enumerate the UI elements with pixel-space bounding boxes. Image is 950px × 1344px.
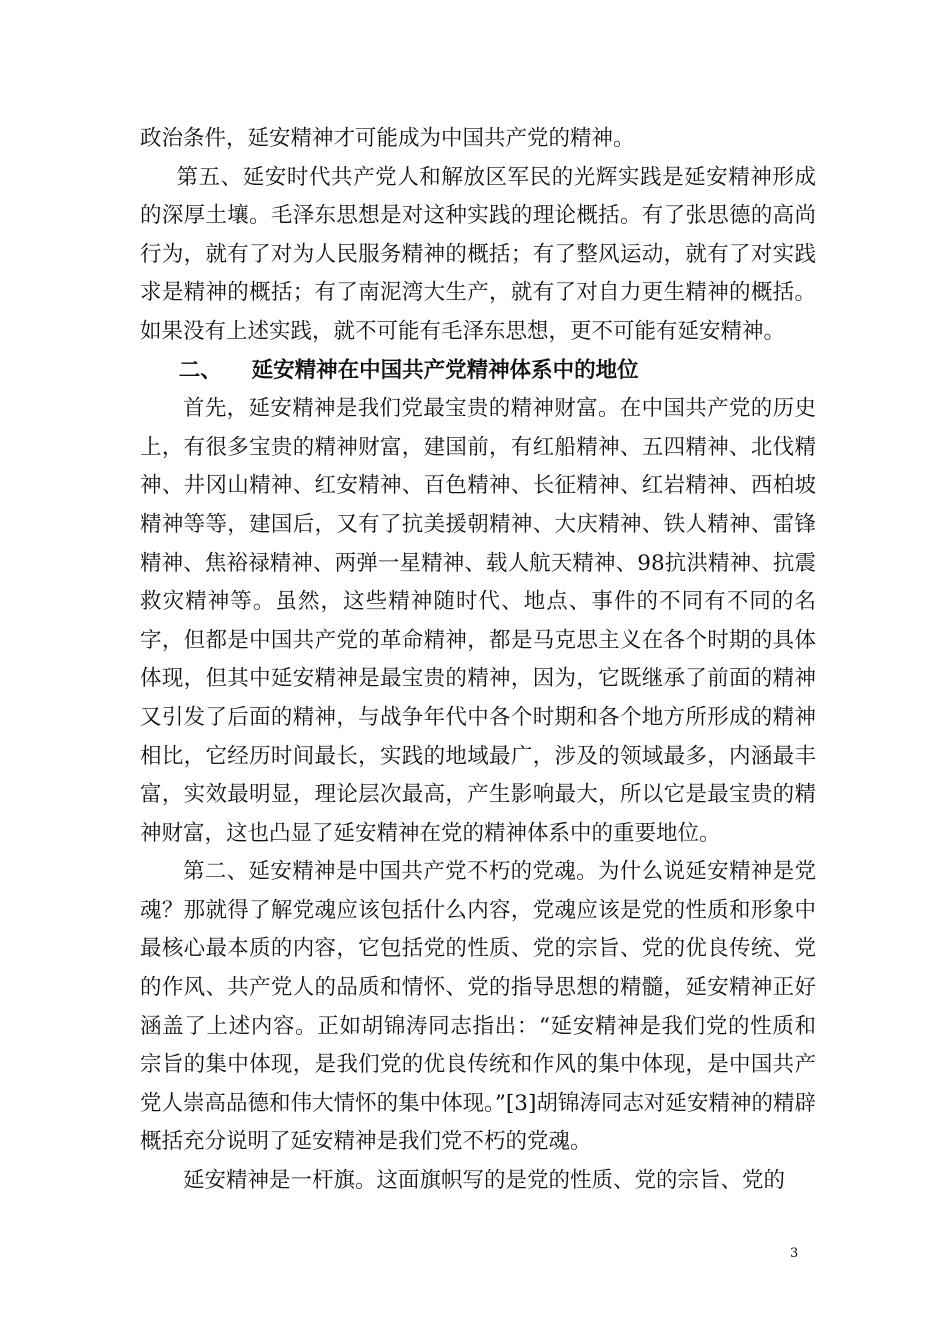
body-text — [140, 120, 816, 1201]
paragraph-first: 首先，延安精神是我们党最宝贵的精神财富。在中国共产党的历史上，有很多宝贵的精神财富，建国前，有红船精神、五四精神、北伐精神、井冈山精神、红安精神、百色精神、长征精神、红岩精神、西柏坡精神等等，建国后，又有了抗美援朝精神、大庆精神、铁人精神、雷锋精神、焦裕禄精神、两弹一星精神、载人航天精神、98抗洪精神、抗震救灾精神等。虽然，这些精神随时代、地点、事件的不同有不同的名字，但都是中国共产党的革命精神，都是马克思主义在各个时期的具体体现，但其中延安精神是最宝贵的精神，因为，它既继承了前面的精神又引发了后面的精神，与战争年代中各个时期和各个地方所形成的精神相比，它经历时间最长，实践的地域最广，涉及的领域最多，内涵最丰富，实效最明显，理论层次最高，产生影响最大，所以它是最宝贵的精神财富，这也凸显了延安精神在党的精神体系中的重要地位。 — [140, 396, 816, 846]
paragraph-continuation: 政治条件，延安精神才可能成为中国共产党的精神。 — [140, 126, 635, 151]
paragraph-flag: 延安精神是一杆旗。这面旗帜写的是党的性质、党的宗旨、党的 — [183, 1168, 786, 1194]
section-heading: 二、 延安精神在中国共产党精神体系中的地位 — [178, 357, 639, 383]
page-number: 3 — [790, 1246, 799, 1261]
paragraph-fifth-point: 第五、延安时代共产党人和解放区军民的光辉实践是延安精神形成的深厚土壤。毛泽东思想是对这种实践的理论概括。有了张思德的高尚行为，就有了对为人民服务精神的概括；有了整风运动，就有了对实践求是精神的概括；有了南泥湾大生产，就有了对自力更生精神的概括。如果没有上述实践，就不可能有毛泽东思想，更不可能有延安精神。 — [140, 164, 816, 344]
paragraph-second: 第二、延安精神是中国共产党不朽的党魂。为什么说延安精神是党魂？那就得了解党魂应该包括什么内容，党魂应该是党的性质和形象中最核心最本质的内容，它包括党的性质、党的宗旨、党的优良传统、党的作风、共产党人的品质和情怀、党的指导思想的精髓，延安精神正好涵盖了上述内容。正如胡锦涛同志指出：“延安精神是我们党的性质和宗旨的集中体现，是我们党的优良传统和作风的集中体现，是中国共产党人崇高品德和伟大情怀的集中体现。”[3]胡锦涛同志对延安精神的精辟概括充分说明了延安精神是我们党不朽的党魂。 — [140, 859, 816, 1155]
